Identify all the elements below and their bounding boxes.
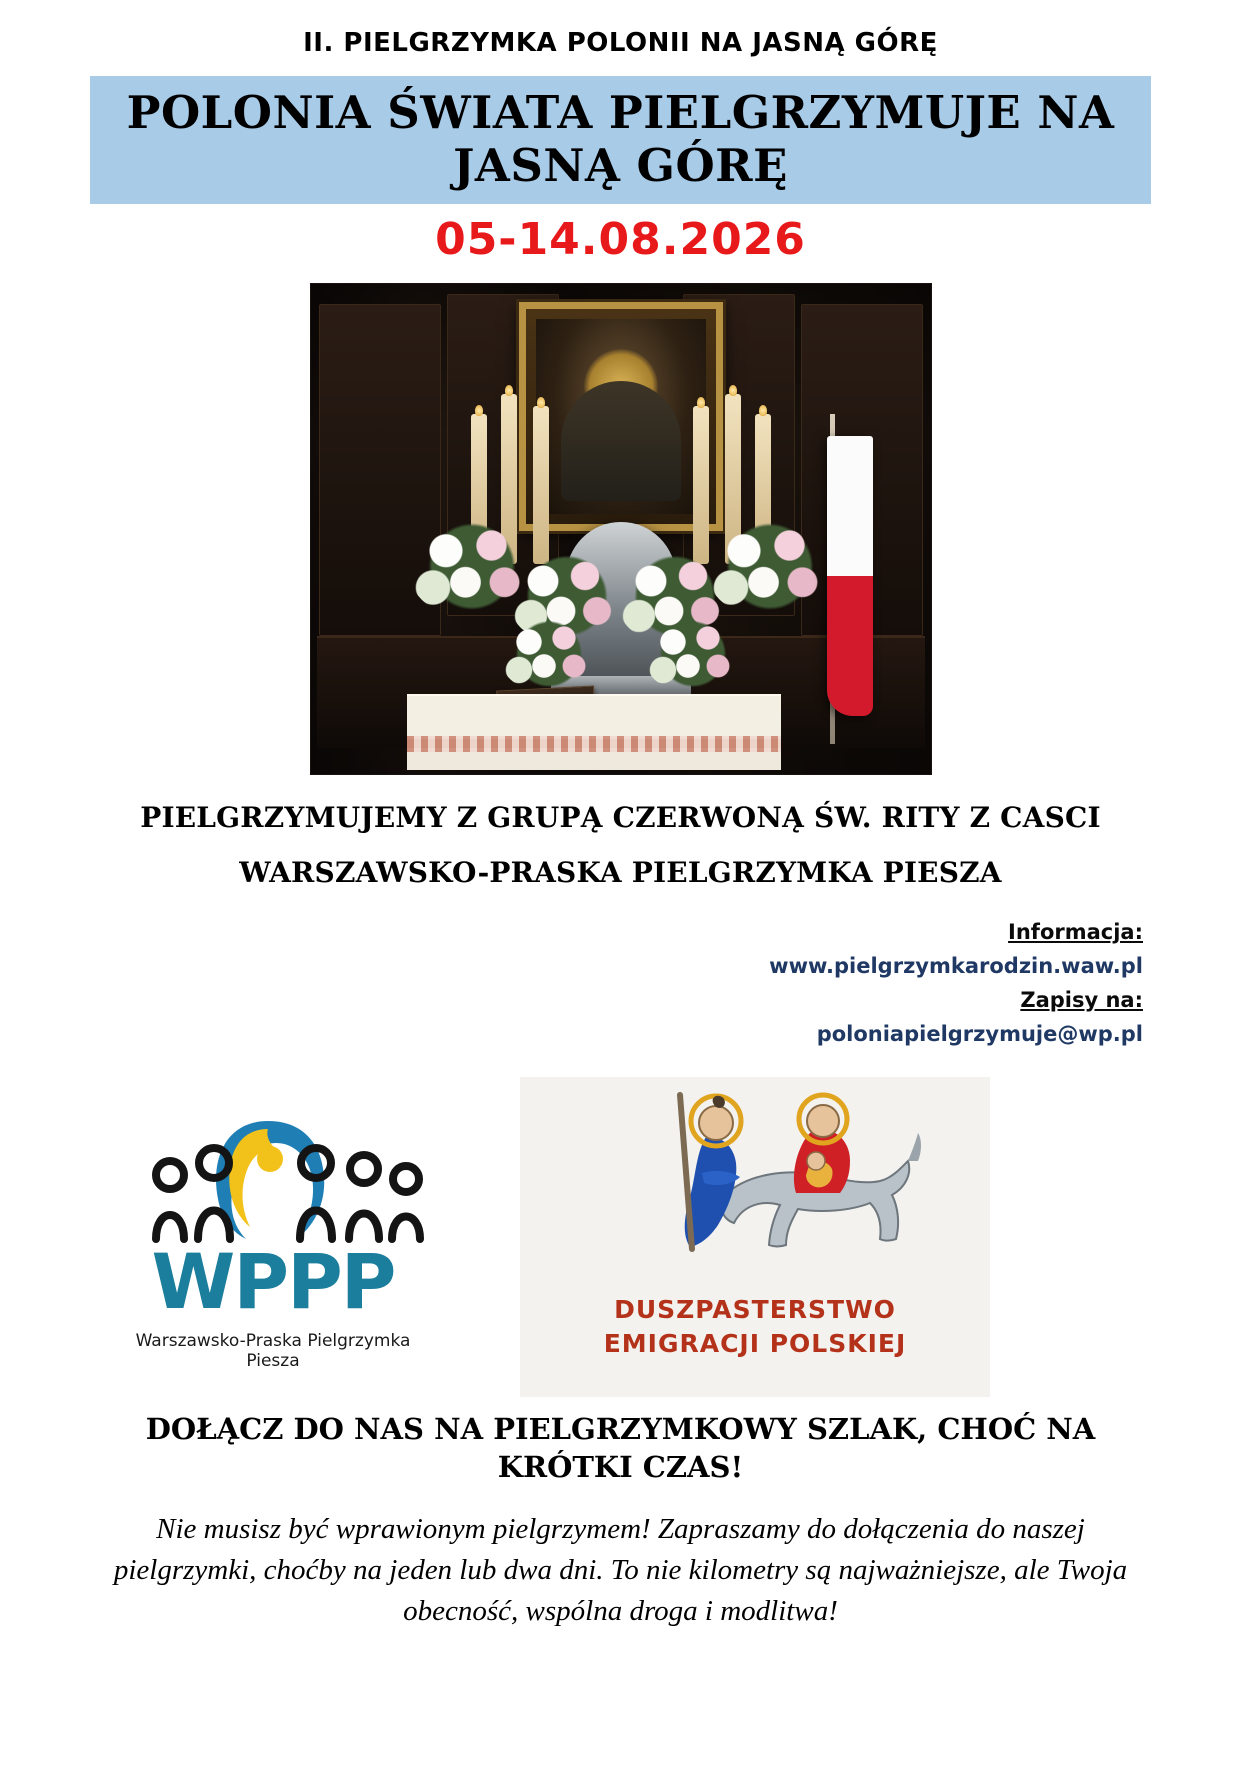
altar-cloth-lace bbox=[407, 736, 781, 752]
candle-icon bbox=[533, 406, 549, 564]
madonna-robe bbox=[561, 381, 681, 501]
poster bbox=[0, 28, 1241, 1783]
flower-bouquet bbox=[643, 614, 743, 694]
footnote-text: Nie musisz być wprawionym pielgrzymem! Zapraszamy do dołączenia do naszej pielgrzymki, choćby na jeden lub dwa dni. To nie kilometry są najważniejsze, ale Twoja obecność, wspólna droga i modlitwa! bbox=[113, 1512, 1128, 1627]
wppp-subtitle: Warszawsko-Praska Pielgrzymka Piesza bbox=[135, 1331, 411, 1372]
flight-to-egypt-icon bbox=[520, 1077, 990, 1292]
candle-icon bbox=[693, 406, 709, 564]
poster-kicker: II. PIELGRZYMKA POLONII NA JASNĄ GÓRĘ bbox=[303, 28, 938, 58]
poster-dates: 05-14.08.2026 bbox=[435, 214, 806, 266]
group-line: PIELGRZYMUJEMY Z GRUPĄ CZERWONĄ ŚW. RITY Z CASCI bbox=[140, 801, 1101, 835]
call-to-action: DOŁĄCZ DO NAS NA PIELGRZYMKOWY SZLAK, CHOĆ NA KRÓTKI CZAS! bbox=[145, 1412, 1096, 1484]
altar-photo-background bbox=[311, 284, 931, 774]
duszpasterstwo-logo bbox=[520, 1077, 990, 1397]
poster-title: POLONIA ŚWIATA PIELGRZYMUJE NA JASNĄ GÓRĘ bbox=[126, 86, 1115, 193]
pilgrimage-line: WARSZAWSKO-PRASKA PIELGRZYMKA PIESZA bbox=[239, 856, 1002, 890]
logo-row bbox=[0, 1077, 1241, 1397]
title-band bbox=[90, 76, 1151, 204]
info-label: Informacja: bbox=[1008, 920, 1143, 945]
flower-bouquet bbox=[705, 514, 835, 619]
duszpasterstwo-line2: EMIGRACJI POLSKIEJ bbox=[603, 1329, 907, 1359]
icon-painting bbox=[536, 319, 706, 514]
signup-label: Zapisy na: bbox=[1020, 988, 1143, 1013]
signup-email[interactable]: poloniapielgrzymuje@wp.pl bbox=[816, 1022, 1143, 1047]
wppp-pilgrims-icon bbox=[118, 1103, 428, 1243]
flower-bouquet bbox=[499, 614, 599, 694]
polish-flag-icon bbox=[827, 436, 873, 716]
altar-photo bbox=[310, 283, 932, 775]
duszpasterstwo-line1: DUSZPASTERSTWO bbox=[614, 1295, 896, 1325]
black-madonna-icon bbox=[519, 302, 723, 531]
info-website[interactable]: www.pielgrzymkarodzin.waw.pl bbox=[769, 954, 1143, 979]
wppp-acronym: WPPP bbox=[151, 1237, 395, 1327]
contact-block bbox=[0, 915, 1241, 1051]
wppp-logo bbox=[108, 1087, 438, 1387]
altar-cloth bbox=[407, 694, 781, 770]
